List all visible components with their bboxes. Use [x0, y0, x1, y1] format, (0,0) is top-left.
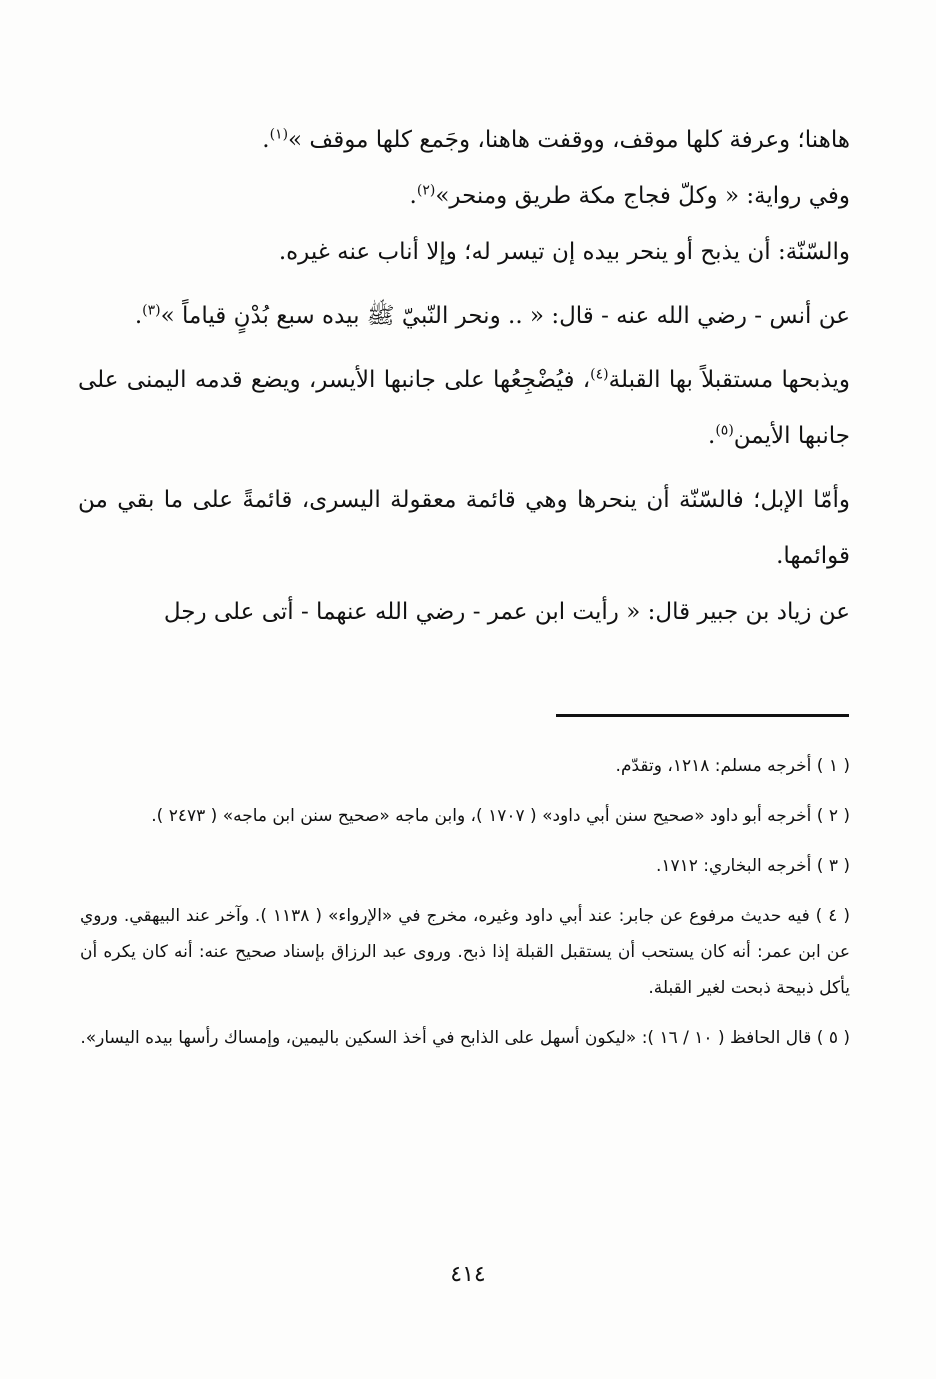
paragraph-7-text: عن زياد بن جبير قال: « رأيت ابن عمر - رضي الله عنهما - أتى على رجل [163, 599, 850, 625]
footnote-1: ( ١ ) أخرجه مسلم: ١٢١٨، وتقدّم. [615, 756, 850, 776]
paragraph-1-end: . [262, 127, 270, 153]
footnote-5: ( ٥ ) قال الحافظ ( ١٠ / ١٦ ): «ليكون أسهل على الذابح في أخذ السكين باليمين، وإمساك رأسها بيده اليسار». [80, 1028, 850, 1048]
paragraph-6 [78, 472, 850, 584]
paragraph-5-end: . [708, 423, 716, 449]
page-number: ٤١٤ [450, 1262, 486, 1287]
paragraph-6-text: وأمّا الإبل؛ فالسّنّة أن ينحرها وهي قائمة معقولة اليسرى، قائمةً على ما بقي من قوائمها. [78, 487, 850, 569]
paragraph-1-text: هاهنا؛ وعرفة كلها موقف، ووقفت هاهنا، وجَمع كلها موقف » [288, 127, 850, 153]
footnote-4: ( ٤ ) فيه حديث مرفوع عن جابر: عند أبي داود وغيره، مخرج في «الإرواء» ( ١١٣٨ ). وآخر عند البيهقي. وروي عن ابن عمر: أنه كان يستحب أن يستقبل القبلة إذا ذبح. وروى عبد الرزاق بإسناد صحيح عنه: أنه كان يكره أن يأكل ذبيحة ذبحت لغير القبلة. [80, 906, 850, 998]
footnote-ref-5: (٥) [715, 422, 734, 439]
paragraph-2-text: وفي رواية: « وكلّ فجاج مكة طريق ومنحر» [435, 183, 850, 209]
footnote-ref-1: (١) [269, 126, 289, 143]
paragraph-4-end: . [134, 303, 143, 329]
paragraph-3 [78, 224, 850, 280]
paragraph-4-text: عن أنس - رضي الله عنه - قال: « .. ونحر النّبيّ ﷺ بيده سبع بُدْنٍ قياماً » [160, 303, 850, 329]
paragraph-5 [78, 352, 850, 464]
paragraph-7 [78, 584, 850, 640]
footnote-3: ( ٣ ) أخرجه البخاري: ١٧١٢. [655, 856, 850, 876]
footnote-ref-3: (٣) [142, 302, 161, 319]
footnote-ref-4: (٤) [590, 366, 609, 383]
footnotes [80, 748, 850, 1070]
footnote-separator [556, 714, 849, 717]
paragraph-5-text-b: ، فيُضْجِعُها على جانبها الأيسر، ويضع قدمه اليمنى على جانبها الأيمن [78, 367, 850, 449]
paragraph-2 [78, 168, 850, 224]
paragraph-1 [78, 112, 850, 168]
paragraph-3-text: والسّنّة: أن يذبح أو ينحر بيده إن تيسر له؛ وإلا أناب عنه غيره. [278, 239, 850, 265]
footnote-2: ( ٢ ) أخرجه أبو داود «صحيح سنن أبي داود» ( ١٧٠٧ )، وابن ماجه «صحيح سنن ابن ماجه» ( ٢٤٧٣ ). [151, 806, 850, 826]
main-text [78, 112, 850, 640]
paragraph-4 [78, 288, 850, 344]
paragraph-5-text-a: ويذبحها مستقبلاً بها القبلة [608, 367, 850, 393]
paragraph-2-end: . [409, 183, 417, 209]
footnote-ref-2: (٢) [416, 182, 436, 199]
